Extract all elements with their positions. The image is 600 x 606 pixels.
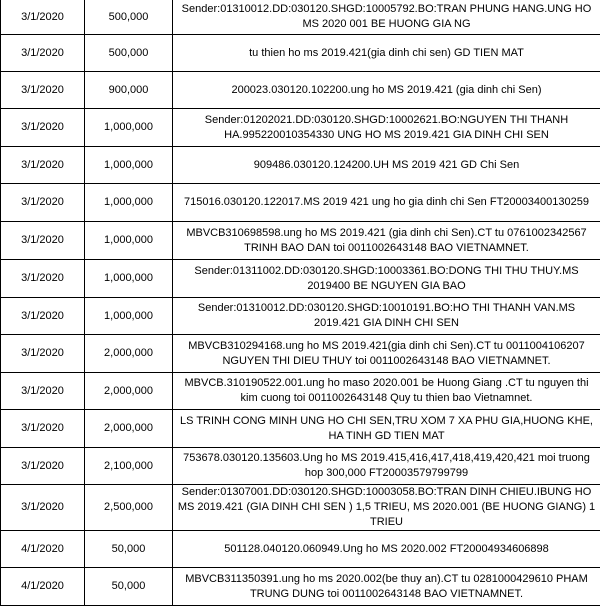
table-row	[1, 109, 600, 147]
amount-cell: 1,000,000	[85, 222, 173, 260]
description-cell: LS TRINH CONG MINH UNG HO CHI SEN,TRU XOM 7 XA PHU GIA,HUONG KHE, HA TINH GD TIEN MAT	[173, 410, 600, 448]
amount-cell: 500,000	[85, 0, 173, 35]
table-row	[1, 260, 600, 298]
date-cell: 3/1/2020	[1, 373, 85, 410]
description-cell: 909486.030120.124200.UH MS 2019 421 GD Chi Sen	[173, 147, 600, 184]
amount-cell: 50,000	[85, 531, 173, 568]
table-row	[1, 0, 600, 35]
table-row	[1, 184, 600, 222]
amount-cell: 1,000,000	[85, 109, 173, 147]
description-cell: MBVCB311350391.ung ho ms 2020.002(be thuy an).CT tu 0281000429610 PHAM TRUNG DUNG toi 0011002643148 BAO VIETNAMNET.	[173, 568, 600, 606]
amount-cell: 2,000,000	[85, 335, 173, 373]
table-row	[1, 485, 600, 531]
date-cell: 3/1/2020	[1, 184, 85, 222]
table-row	[1, 222, 600, 260]
description-cell: tu thien ho ms 2019.421(gia dinh chi sen) GD TIEN MAT	[173, 35, 600, 72]
amount-cell: 1,000,000	[85, 298, 173, 335]
description-cell: Sender:01310012.DD:030120.SHGD:10010191.BO:HO THI THANH VAN.MS 2019.421 GIA DINH CHI SEN	[173, 298, 600, 335]
table-row	[1, 335, 600, 373]
table-row	[1, 373, 600, 410]
description-cell: 200023.030120.102200.ung ho MS 2019.421 (gia dinh chi Sen)	[173, 72, 600, 109]
description-cell: Sender:01311002.DD:030120.SHGD:10003361.BO:DONG THI THU THUY.MS 2019400 BE NGUYEN GIA BAO	[173, 260, 600, 298]
table-row	[1, 147, 600, 184]
date-cell: 3/1/2020	[1, 72, 85, 109]
amount-cell: 50,000	[85, 568, 173, 606]
table-row	[1, 448, 600, 485]
amount-cell: 1,000,000	[85, 260, 173, 298]
date-cell: 3/1/2020	[1, 260, 85, 298]
date-cell: 3/1/2020	[1, 335, 85, 373]
date-cell: 3/1/2020	[1, 298, 85, 335]
description-cell: Sender:01202021.DD:030120.SHGD:10002621.BO:NGUYEN THI THANH HA.995220010354330 UNG HO MS 2019.421 GIA DINH CHI SEN	[173, 109, 600, 147]
amount-cell: 500,000	[85, 35, 173, 72]
amount-cell: 2,000,000	[85, 410, 173, 448]
date-cell: 3/1/2020	[1, 448, 85, 485]
date-cell: 3/1/2020	[1, 222, 85, 260]
amount-cell: 2,000,000	[85, 373, 173, 410]
description-cell: 715016.030120.122017.MS 2019 421 ung ho gia dinh chi Sen FT20003400130259	[173, 184, 600, 222]
date-cell: 4/1/2020	[1, 531, 85, 568]
table-row	[1, 35, 600, 72]
table-row	[1, 298, 600, 335]
amount-cell: 2,500,000	[85, 485, 173, 531]
table-row	[1, 531, 600, 568]
date-cell: 3/1/2020	[1, 147, 85, 184]
amount-cell: 900,000	[85, 72, 173, 109]
amount-cell: 2,100,000	[85, 448, 173, 485]
date-cell: 3/1/2020	[1, 0, 85, 35]
description-cell: MBVCB.310190522.001.ung ho maso 2020.001 be Huong Giang .CT tu nguyen thi kim cuong toi 0011002643148 Quy tu thien bao Vietnamnet.	[173, 373, 600, 410]
date-cell: 3/1/2020	[1, 35, 85, 72]
description-cell: MBVCB310294168.ung ho MS 2019.421(gia dinh chi Sen).CT tu 0011004106207 NGUYEN THI DIEU THUY toi 0011002643148 BAO VIETNAMNET.	[173, 335, 600, 373]
description-cell: Sender:01307001.DD:030120.SHGD:10003058.BO:TRAN DINH CHIEU.IBUNG HO MS 2019.421 (GIA DINH CHI SEN ) 1,5 TRIEU, MS 2020.001 (BE HUONG GIANG) 1 TRIEU	[173, 485, 600, 531]
table-row	[1, 72, 600, 109]
description-cell: MBVCB310698598.ung ho MS 2019.421 (gia dinh chi Sen).CT tu 0761002342567 TRINH BAO DAN toi 0011002643148 BAO VIETNAMNET.	[173, 222, 600, 260]
description-cell: Sender:01310012.DD:030120.SHGD:10005792.BO:TRAN PHUNG HANG.UNG HO MS 2020 001 BE HUONG GIA NG	[173, 0, 600, 35]
date-cell: 3/1/2020	[1, 410, 85, 448]
description-cell: 753678.030120.135603.Ung ho MS 2019.415,416,417,418,419,420,421 moi truong hop 300,000 FT20003579799799	[173, 448, 600, 485]
date-cell: 3/1/2020	[1, 485, 85, 531]
amount-cell: 1,000,000	[85, 147, 173, 184]
amount-cell: 1,000,000	[85, 184, 173, 222]
table-row	[1, 568, 600, 606]
description-cell: 501128.040120.060949.Ung ho MS 2020.002 FT20004934606898	[173, 531, 600, 568]
date-cell: 4/1/2020	[1, 568, 85, 606]
date-cell: 3/1/2020	[1, 109, 85, 147]
table-row	[1, 410, 600, 448]
